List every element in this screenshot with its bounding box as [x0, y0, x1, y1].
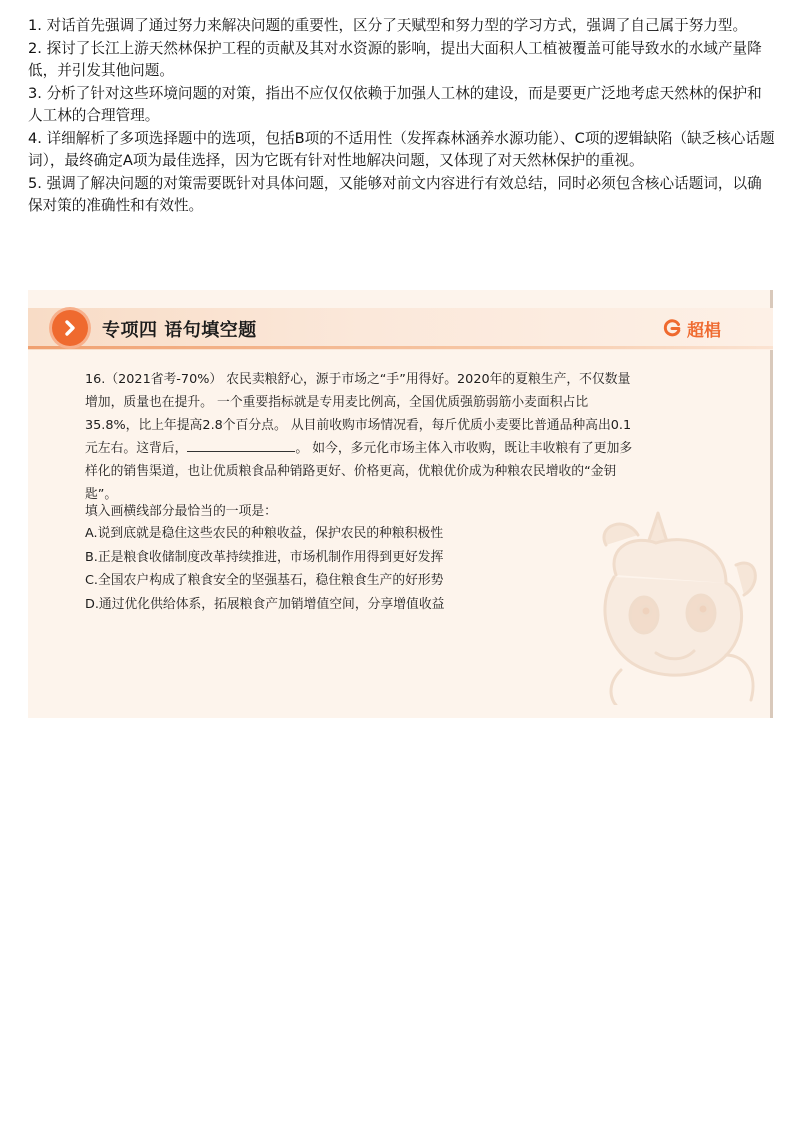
answer-blank: [187, 437, 295, 452]
section-header-underline: [28, 346, 773, 349]
slide-screenshot: [28, 290, 773, 718]
chevron-right-icon: [52, 310, 88, 346]
question-prompt: 填入画横线部分最恰当的一项是：: [85, 504, 277, 519]
question-text-before-blank: 16.（2021省考-70%） 农民卖粮舒心，源于市场之“手”用得好。2020年的夏粮生产，不仅数量增加，质量也在提升。 一个重要指标就是专用麦比例高，全国优质强筋弱筋小麦面积占比35.8%，比上年提高2.8个百分点。 从目前收购市场情况看，每斤优质小麦要比普通品种高出0.1元左右。这背后，: [85, 372, 632, 456]
section-title: 专项四 语句填空题: [102, 320, 257, 341]
summary-item: 3. 分析了针对这些环境问题的对策，指出不应仅仅依赖于加强人工林的建设，而是要更广泛地考虑天然林的保护和人工林的合理管理。: [28, 84, 762, 124]
question-stem: [85, 368, 640, 506]
brand-mark-icon: [662, 318, 682, 338]
option-d: D.通过优化供给体系，拓展粮食产加销增值空间，分享增值收益: [85, 596, 445, 612]
slide-edge: [770, 290, 773, 718]
answer-options: [85, 522, 444, 616]
unicorn-mascot-icon: [576, 505, 766, 705]
summary-list: [28, 15, 776, 218]
summary-item: 1. 对话首先强调了通过努力来解决问题的重要性，区分了天赋型和努力型的学习方式，强调了自己属于努力型。: [28, 17, 748, 34]
question-text-after-blank: 。 如今，多元化市场主体入市收购，既让丰收粮有了更加多样化的销售渠道，也让优质粮食品种销路更好、价格更高，优粮优价成为种粮农民增收的“金钥匙”。: [85, 441, 633, 502]
summary-item: 2. 探讨了长江上游天然林保护工程的贡献及其对水资源的影响，提出大面积人工植被覆盖可能导致水的水域产量降低，并引发其他问题。: [28, 39, 762, 79]
option-b: B.正是粮食收储制度改革持续推进，市场机制作用得到更好发挥: [85, 549, 444, 565]
brand-logo: [662, 316, 721, 340]
summary-item: 4. 详细解析了多项选择题中的选项，包括B项的不适用性（发挥森林涵养水源功能）、C项的逻辑缺陷（缺乏核心话题词），最终确定A项为最佳选择，因为它既有针对性地解决问题，又体现了对天然林保护的重视。: [28, 129, 775, 169]
option-a: A.说到底就是稳住这些农民的种粮收益，保护农民的种粮积极性: [85, 526, 444, 541]
brand-name: 超椙: [687, 320, 721, 341]
summary-item: 5. 强调了解决问题的对策需要既针对具体问题，又能够对前文内容进行有效总结，同时必须包含核心话题词，以确保对策的准确性和有效性。: [28, 174, 762, 214]
option-c: C.全国农户构成了粮食安全的坚强基石，稳住粮食生产的好形势: [85, 573, 444, 588]
